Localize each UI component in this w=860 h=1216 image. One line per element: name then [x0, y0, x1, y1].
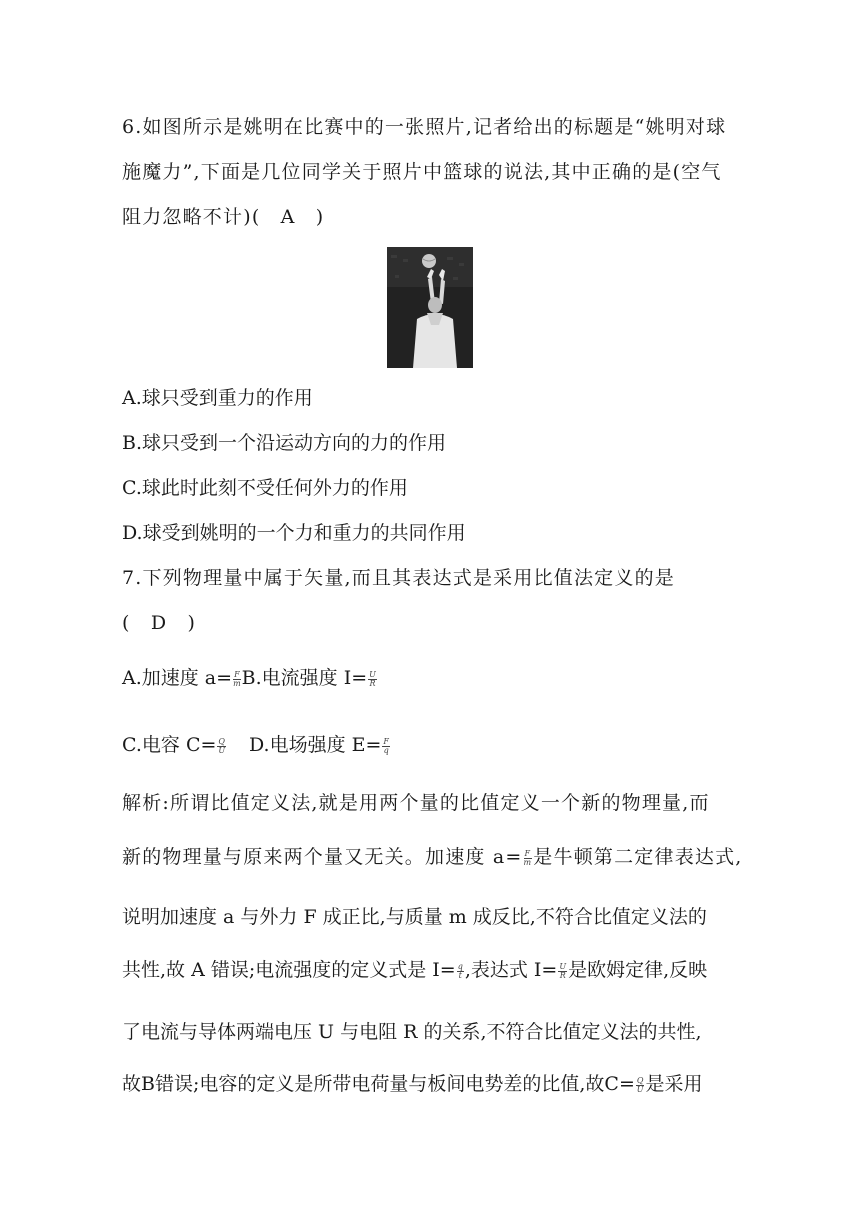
fraction-numerator: U	[559, 961, 567, 971]
fraction-denominator: q	[383, 745, 389, 755]
q7-options-row-1	[122, 666, 378, 690]
formula-fraction	[636, 1077, 645, 1094]
q7-options-row-2	[122, 733, 391, 757]
fraction-denominator: m	[233, 678, 241, 688]
fraction-denominator: R	[559, 970, 566, 980]
fraction-denominator: m	[523, 857, 533, 867]
analysis-line-5: 了电流与导体两端电压 U 与电阻 R 的关系,不符合比值定义法的共性,	[122, 1021, 702, 1043]
formula-fraction	[457, 963, 464, 980]
fraction-denominator: t	[458, 970, 462, 980]
formula-fraction	[558, 963, 567, 980]
q7-option-b-fraction	[368, 671, 377, 688]
analysis-text: 共性,故 A 错误;电流强度的定义式是 I=	[122, 959, 456, 981]
q7-option-d-label: D.电场强度 E=	[248, 734, 382, 756]
analysis-line-6	[122, 1072, 702, 1096]
basketball-photo	[387, 247, 473, 368]
q6-stem-line-1: 6.如图所示是姚明在比赛中的一张照片,记者给出的标题是“姚明对球	[122, 116, 727, 138]
analysis-text: 是采用	[645, 1073, 703, 1095]
analysis-text: ,表达式 I=	[464, 959, 558, 981]
q7-option-a-label: A.加速度 a=	[122, 667, 233, 689]
q6-stem-line-3: 阻力忽略不计)( A )	[122, 206, 325, 228]
q7-option-b-label: B.电流强度 I=	[241, 667, 368, 689]
q6-option-d: D.球受到姚明的一个力和重力的共同作用	[122, 522, 466, 544]
fraction-numerator: F	[524, 848, 532, 858]
analysis-line-1: 解析:所谓比值定义法,就是用两个量的比值定义一个新的物理量,而	[122, 792, 710, 814]
fraction-denominator: R	[369, 678, 376, 688]
analysis-text: 是欧姆定律,反映	[568, 959, 708, 981]
fraction-numerator: q	[457, 961, 463, 971]
fraction-numerator: U	[369, 669, 376, 679]
analysis-line-2	[122, 845, 743, 869]
fraction-numerator: Q	[636, 1075, 644, 1085]
analysis-text: 故B错误;电容的定义是所带电荷量与板间电势差的比值,故C=	[122, 1073, 635, 1095]
fraction-denominator: U	[218, 745, 226, 755]
fraction-numerator: F	[383, 736, 389, 746]
q6-option-b: B.球只受到一个沿运动方向的力的作用	[122, 432, 447, 454]
formula-fraction	[524, 850, 533, 867]
q7-option-a-fraction	[233, 671, 241, 688]
q6-stem-line-2: 施魔力”,下面是几位同学关于照片中篮球的说法,其中正确的是(空气	[122, 161, 722, 183]
q7-stem-line-1: 7.下列物理量中属于矢量,而且其表达式是采用比值法定义的是	[122, 567, 675, 589]
fraction-numerator: Q	[218, 736, 225, 746]
analysis-text: 是牛顿第二定律表达式,	[533, 846, 743, 868]
q6-option-c: C.球此时此刻不受任何外力的作用	[122, 477, 408, 499]
fraction-numerator: F	[234, 669, 240, 679]
q7-option-c-fraction	[217, 738, 226, 755]
analysis-line-3: 说明加速度 a 与外力 F 成正比,与质量 m 成反比,不符合比值定义法的	[122, 906, 707, 928]
analysis-line-4	[122, 958, 707, 982]
q7-option-d-fraction	[382, 738, 390, 755]
analysis-text: 新的物理量与原来两个量又无关。加速度 a=	[122, 846, 523, 868]
q7-option-c-label: C.电容 C=	[122, 734, 217, 756]
fraction-denominator: U	[636, 1084, 644, 1094]
q6-option-a: A.球只受到重力的作用	[122, 387, 313, 409]
q7-stem-line-2: ( D )	[122, 612, 197, 634]
